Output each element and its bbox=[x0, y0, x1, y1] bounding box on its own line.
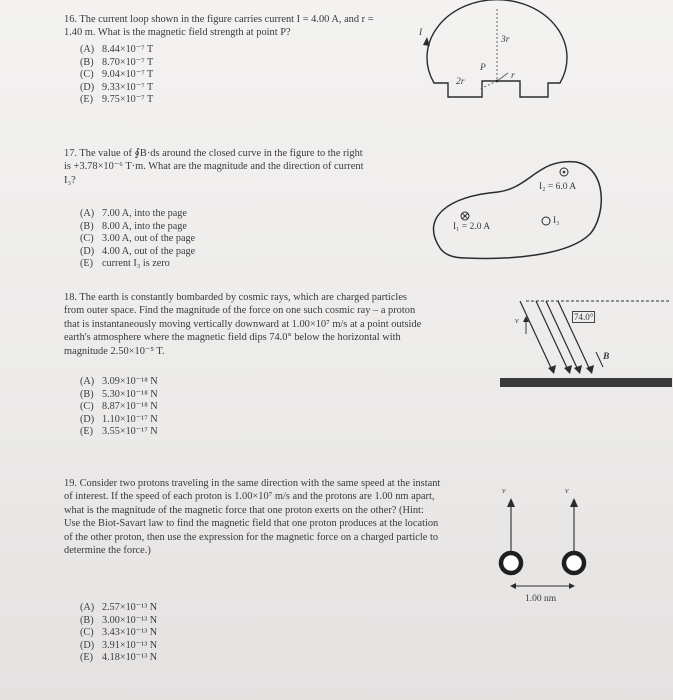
label-v2: v bbox=[565, 486, 569, 495]
option[interactable]: (C) 3.00 A, out of the page bbox=[80, 233, 196, 245]
question-18-options bbox=[80, 376, 158, 439]
option[interactable]: (D) 4.00 A, out of the page bbox=[80, 245, 196, 257]
question-19-options bbox=[80, 602, 157, 665]
current-i3-icon bbox=[542, 217, 550, 225]
cosmic-ray-figure bbox=[500, 292, 672, 392]
option[interactable]: (C) 3.43×10⁻¹³ N bbox=[80, 627, 158, 639]
label-i1: I₁ = 2.0 A bbox=[453, 222, 491, 232]
label-i3: I₃ bbox=[553, 216, 560, 226]
arrow-head-icon bbox=[564, 365, 572, 374]
option[interactable]: (A) 2.57×10⁻¹³ N bbox=[80, 602, 158, 613]
field-line-1 bbox=[520, 301, 552, 370]
field-arrow-line bbox=[596, 352, 603, 367]
two-protons-figure bbox=[490, 485, 600, 600]
question-17-options bbox=[80, 208, 195, 271]
option[interactable]: (E) 4.18×10⁻¹³ N bbox=[80, 652, 158, 664]
proton-1-icon bbox=[501, 553, 521, 573]
radius-r-line bbox=[497, 73, 508, 81]
label-r: r bbox=[511, 71, 515, 81]
question-16 bbox=[64, 13, 386, 40]
question-16-options bbox=[80, 44, 153, 107]
proton-1-velocity-arrow-icon bbox=[507, 498, 515, 507]
option[interactable]: (C) 8.87×10⁻¹⁸ N bbox=[80, 401, 158, 413]
closed-curve-figure bbox=[418, 148, 608, 263]
label-i2: I₂ = 6.0 A bbox=[539, 182, 577, 192]
closed-curve-path bbox=[433, 162, 601, 259]
question-17 bbox=[64, 147, 366, 187]
option[interactable]: (E) 9.75×10⁻⁷ T bbox=[80, 94, 154, 106]
question-18 bbox=[64, 291, 424, 358]
question-19 bbox=[64, 477, 442, 557]
label-distance: 1.00 nm bbox=[525, 594, 557, 604]
option[interactable]: (A) 3.09×10⁻¹⁸ N bbox=[80, 376, 158, 387]
option[interactable]: (C) 9.04×10⁻⁷ T bbox=[80, 69, 154, 81]
label-3r: 3r bbox=[501, 35, 510, 45]
option[interactable]: (D) 1.10×10⁻¹⁷ N bbox=[80, 413, 158, 425]
arrow-head-icon bbox=[548, 365, 556, 374]
option[interactable]: (E) 3.55×10⁻¹⁷ N bbox=[80, 426, 158, 438]
question-19-stem: 19. Consider two protons traveling in the same direction with the same speed at the instant of interest. If the speed of each proton is 1.00×10⁷ m/s and the protons are 1.00 nm apart, what is the magnitude of the magnetic force that one proton exerts on the other? (Hint: Use the Biot-Savart law to find the magnetic field that one proton produces at the location of the other proton, then use the expression for the magnetic force on a charged particle to determine the force.) bbox=[64, 478, 441, 557]
option[interactable]: (D) 3.91×10⁻¹³ N bbox=[80, 639, 158, 651]
option[interactable]: (E) current I₃ is zero bbox=[80, 258, 170, 270]
question-18-stem: 18. The earth is constantly bombarded by cosmic rays, which are charged particles from outer space. Find the magnitude of the force on one such cosmic ray – a proton that is instantaneously moving vertically downward at 1.00×10⁷ m/s at a point outside earth's atmosphere where the magnetic field dips 74.0° below the horizontal with magnitude 2.50×10⁻⁵ T. bbox=[64, 292, 422, 357]
arrow-head-icon bbox=[574, 365, 582, 374]
label-v: v bbox=[515, 316, 519, 325]
label-current-i: I bbox=[419, 28, 423, 38]
option[interactable]: (B) 5.30×10⁻¹⁸ N bbox=[80, 388, 158, 400]
proton-2-velocity-arrow-icon bbox=[570, 498, 578, 507]
question-16-stem: 16. The current loop shown in the figure carries current I = 4.00 A, and r = 1.40 m. What is the magnetic field strength at point P? bbox=[64, 14, 374, 39]
option[interactable]: (D) 9.33×10⁻⁷ T bbox=[80, 81, 154, 93]
distance-arrow-right-icon bbox=[569, 583, 575, 589]
label-p: P bbox=[480, 63, 486, 73]
option[interactable]: (B) 3.00×10⁻¹³ N bbox=[80, 614, 158, 626]
earth-surface-bar bbox=[500, 378, 672, 387]
proton-2-icon bbox=[564, 553, 584, 573]
label-b: B bbox=[603, 352, 610, 362]
label-angle: 74.0° bbox=[574, 312, 594, 322]
current-loop-figure bbox=[410, 5, 570, 115]
option[interactable]: (B) 8.70×10⁻⁷ T bbox=[80, 56, 154, 68]
option[interactable]: (B) 8.00 A, into the page bbox=[80, 220, 187, 232]
point-p-dot bbox=[496, 80, 499, 83]
distance-arrow-left-icon bbox=[510, 583, 516, 589]
question-17-stem: 17. The value of ∮B·ds around the closed curve in the figure to the right is +3.78×10⁻⁶ T·m. What are the magnitude and the direction of current I₃? bbox=[64, 148, 364, 186]
label-v1: v bbox=[502, 486, 506, 495]
arrow-head-icon bbox=[586, 365, 594, 374]
option[interactable]: (A) 8.44×10⁻⁷ T bbox=[80, 44, 154, 55]
current-arrow-icon bbox=[423, 37, 430, 46]
option[interactable]: (A) 7.00 A, into the page bbox=[80, 208, 187, 219]
label-2r: 2r bbox=[456, 77, 465, 87]
